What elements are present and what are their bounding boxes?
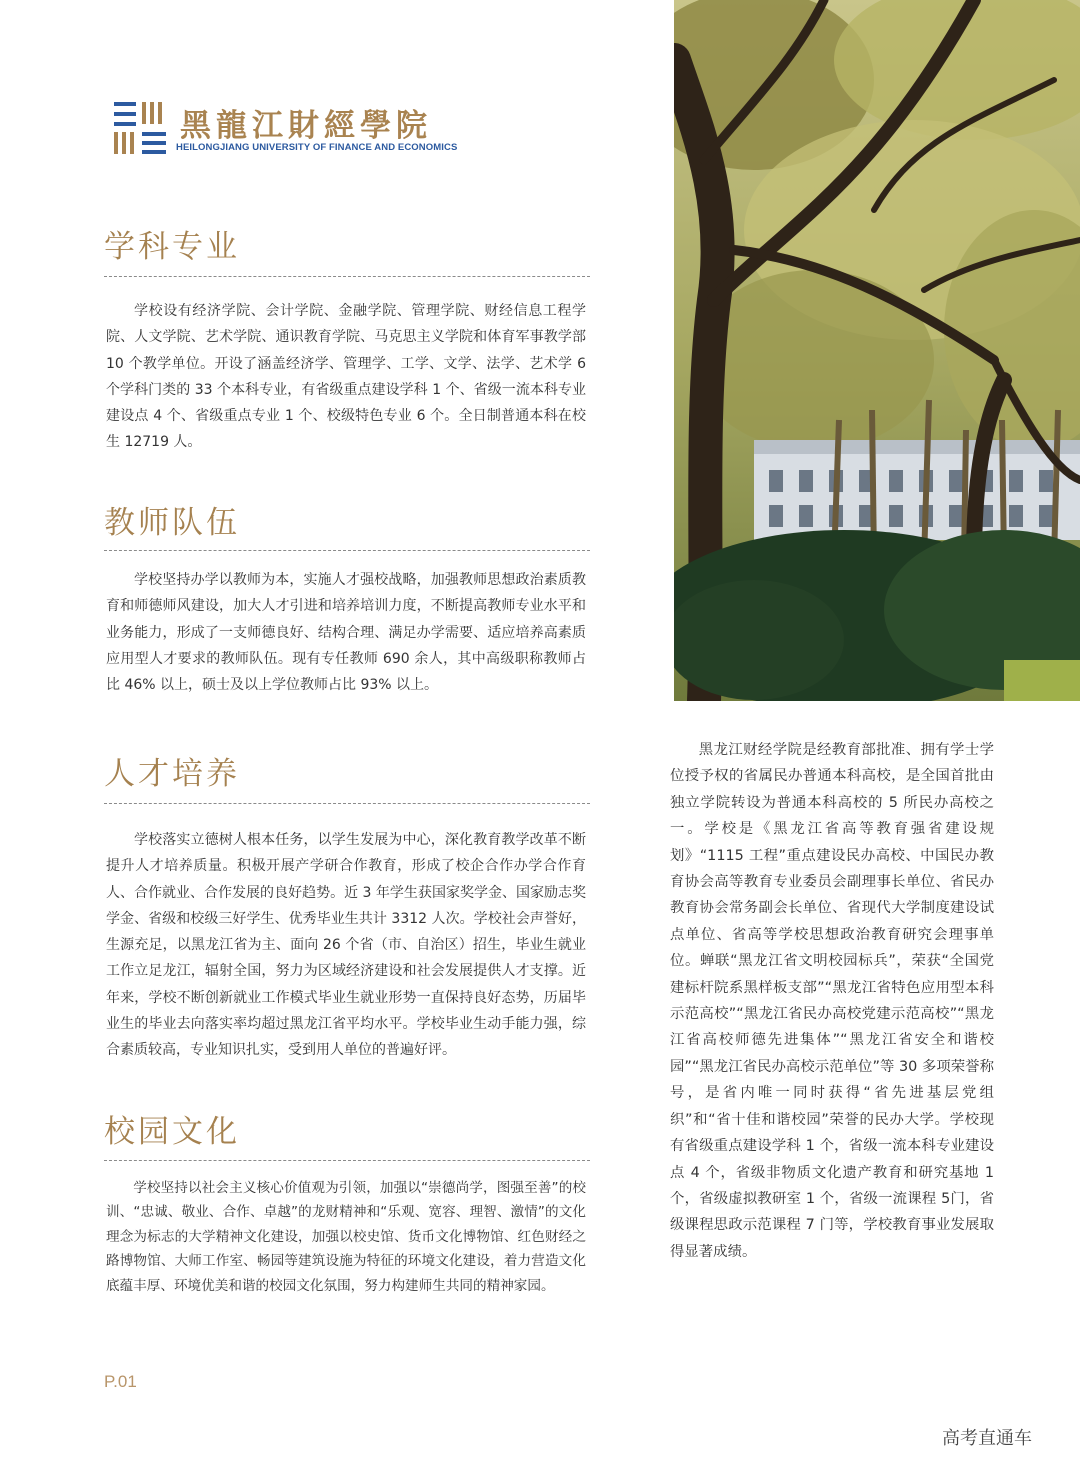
university-emblem-icon [114,102,168,154]
section-title-talent: 人才培养 [104,756,240,792]
section-body-disciplines: 学校设有经济学院、会计学院、金融学院、管理学院、财经信息工程学院、人文学院、艺术学院、通识教育学院、马克思主义学院和体育军事教学部 10 个教学单位。开设了涵盖经济学、管理学、工学、文学、法学、艺术学 6 个学科门类的 33 个本科专业，有省级重点建设学科 1 个、省级一流本科专业建设点 4 个、省级重点专业 1 个、校级特色专业 6 个。全日制普通本科在校生 12719 人。 [106,303,586,451]
university-logo [114,98,474,160]
section-title-faculty: 教师队伍 [104,505,240,541]
section-body-talent: 学校落实立德树人根本任务，以学生发展为中心，深化教育教学改革不断提升人才培养质量。积极开展产学研合作教育，形成了校企合作办学合作育人、合作就业、合作发展的良好趋势。近 3 年学生获国家奖学金、国家励志奖学金、省级和校级三好学生、优秀毕业生共计 3312 人次。学校社会声誉好，生源充足，以黑龙江省为主、面向 26 个省（市、自治区）招生，毕业生就业工作立足龙江，辐射全国，努力为区域经济建设和社会发展提供人才支撑。近年来，学校不断创新就业工作模式毕业生就业形势一直保持良好态势，历届毕业生的毕业去向落实率均超过黑龙江省平均水平。学校毕业生动手能力强，综合素质较高，专业知识扎实，受到用人单位的普遍好评。 [106,832,586,1059]
section-body-faculty: 学校坚持办学以教师为本，实施人才强校战略，加强教师思想政治素质教育和师德师风建设，加大人才引进和培养培训力度，不断提高教师专业水平和业务能力，形成了一支师德良好、结构合理、满足办学需要、适应培养高素质应用型人才要求的教师队伍。现有专任教师 690 余人，其中高级职称教师占比 46% 以上，硕士及以上学位教师占比 93% 以上。 [106,572,586,694]
page-number: P.01 [104,1372,137,1391]
section-divider [104,550,590,551]
section-divider [104,276,590,277]
section-body-culture: 学校坚持以社会主义核心价值观为引领，加强以“崇德尚学，图强至善”的校训、“忠诚、敬业、合作、卓越”的龙财精神和“乐观、宽容、理智、激情”的文化理念为标志的大学精神文化建设，加强以校史馆、货币文化博物馆、红色财经之路博物馆、大师工作室、畅园等建筑设施为特征的环境文化建设，着力营造文化底蕴丰厚、环境优美和谐的校园文化氛围，努力构建师生共同的精神家园。 [106,1180,586,1294]
section-divider [104,803,590,804]
campus-photo [674,0,1080,701]
logo-chinese-name: 黑龍江財經學院 [180,108,432,144]
section-divider [104,1160,590,1161]
logo-english-name: HEILONGJIANG UNIVERSITY OF FINANCE AND ECONOMICS [176,142,458,153]
watermark: 高考直通车 [942,1428,1032,1449]
section-title-culture: 校园文化 [104,1114,240,1150]
section-title-disciplines: 学科专业 [104,229,240,265]
university-intro: 黑龙江财经学院是经教育部批准、拥有学士学位授予权的省属民办普通本科高校，是全国首批由独立学院转设为普通本科高校的 5 所民办高校之一。学校是《黑龙江省高等教育强省建设规划》“1115 工程”重点建设民办高校、中国民办教育协会高等教育专业委员会副理事长单位、省民办教育协会常务副会长单位、省现代大学制度建设试点单位、省高等学校思想政治教育研究会理事单位。蝉联“黑龙江省文明校园标兵”，荣获“全国党建标杆院系黑样板支部”“黑龙江省特色应用型本科示范高校”“黑龙江省民办高校党建示范高校”“黑龙江省高校师德先进集体”“黑龙江省安全和谐校园”“黑龙江省民办高校示范单位”等 30 多项荣誉称号，是省内唯一同时获得“省先进基层党组织”和“省十佳和谐校园”荣誉的民办大学。学校现有省级重点建设学科 1 个，省级一流本科专业建设点 4 个，省级非物质文化遗产教育和研究基地 1 个，省级虚拟教研室 1 个，省级一流课程 5门，省级课程思政示范课程 7 门等，学校教育事业发展取得显著成绩。 [670,742,994,1260]
